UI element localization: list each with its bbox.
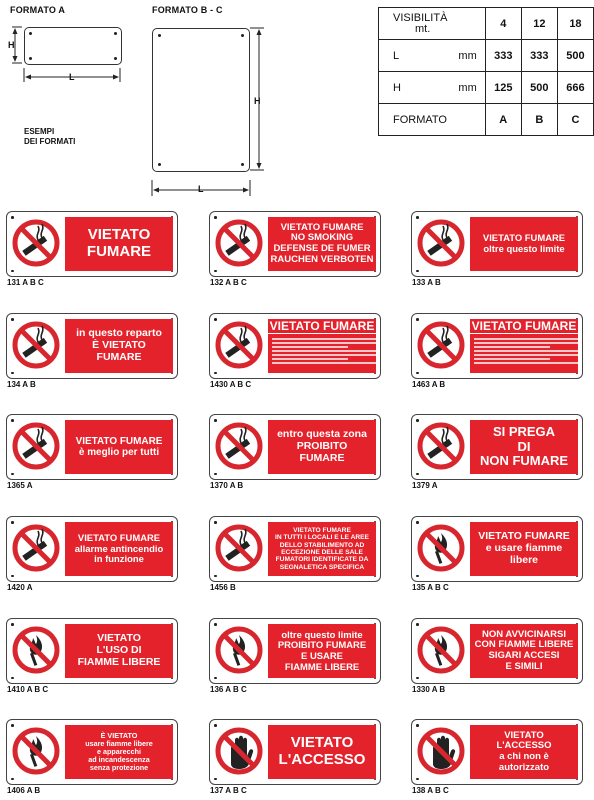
sign-text-line: VIETATO FUMARE (75, 435, 163, 447)
sign-text-line: CON FIAMME LIBERE (474, 639, 574, 651)
sign-code: 1463 A B (412, 380, 446, 389)
safety-sign (6, 414, 178, 480)
sign-text-panel (65, 624, 173, 678)
safety-sign (209, 618, 381, 684)
sign-code: 1365 A (7, 481, 33, 490)
table-cell: A (485, 104, 521, 136)
safety-sign (6, 516, 178, 582)
sign-code: 134 A B (7, 380, 36, 389)
fine-print-line (272, 338, 376, 340)
fine-print-line (474, 362, 578, 364)
sign-text-line: L'ACCESSO (278, 751, 366, 768)
sign-text-line: ECCEZIONE DELLE SALE (281, 549, 363, 556)
sign-text-line: PROIBITO (296, 440, 348, 453)
sign-text-panel (470, 319, 578, 373)
sign-text-line: IN TUTTI I LOCALI E LE AREE (275, 534, 369, 542)
esempi-caption: ESEMPI DEI FORMATI (24, 127, 76, 146)
table-row (379, 104, 594, 136)
sign-code: 1410 A B C (7, 685, 49, 694)
sign-code: 1420 A (7, 583, 33, 592)
sign-code: 1330 A B (412, 685, 446, 694)
row-label: FORMATO (379, 104, 486, 136)
mounting-hole (214, 778, 217, 781)
sign-text-line: SIGARI ACCESI (488, 650, 560, 661)
sign-text-line: DI (517, 438, 531, 454)
safety-sign (6, 313, 178, 379)
sign-text-line: L'USO DI (96, 644, 142, 657)
sign-text-panel (65, 420, 173, 474)
safety-sign (6, 719, 178, 785)
mounting-hole (416, 677, 419, 680)
sign-code: 1456 B (210, 583, 236, 592)
fine-print-line (474, 346, 550, 348)
sign-text-line: senza protezione (89, 763, 149, 773)
no-smoking-icon (416, 320, 466, 370)
sign-text-line: in questo reparto (76, 327, 162, 340)
safety-sign (209, 719, 381, 785)
sign-text-line: SEGNALETICA SPECIFICA (279, 563, 365, 571)
fine-print-line (272, 354, 376, 356)
safety-sign (411, 414, 583, 480)
mounting-hole (416, 575, 419, 578)
table-row (379, 72, 594, 104)
mounting-hole (11, 270, 14, 273)
safety-sign (6, 618, 178, 684)
table-cell: 500 (557, 40, 593, 72)
sign-code: 135 A B C (412, 583, 449, 592)
safety-sign (209, 414, 381, 480)
safety-sign (209, 516, 381, 582)
formato-a-title: FORMATO A (10, 5, 66, 15)
sign-text-line: VIETATO FUMARE (269, 319, 375, 333)
fine-print-line (474, 358, 550, 360)
safety-sign (6, 211, 178, 277)
table-cell: B (521, 104, 557, 136)
formato-a-h-label: H (8, 40, 15, 50)
mounting-hole (11, 473, 14, 476)
fine-print-line (272, 362, 376, 364)
no-smoking-icon (11, 421, 61, 471)
no-smoking-icon (11, 523, 61, 573)
sign-text-line: libere (509, 553, 538, 566)
no-smoking-icon (214, 421, 264, 471)
sign-text-line: NON AVVICINARSI (482, 628, 566, 640)
fine-print-line (272, 342, 376, 344)
sign-text-panel (268, 522, 376, 576)
sign-text-line: entro questa zona (277, 428, 367, 441)
no-open-flame-icon (416, 523, 466, 573)
sign-text-line: È VIETATO (92, 339, 146, 352)
sign-text-line: oltre questo limite (281, 628, 363, 640)
table-cell: 4 (485, 8, 521, 40)
fine-print-line (474, 350, 578, 352)
sign-text-line: a chi non è (499, 751, 549, 762)
fine-print-line (474, 338, 578, 340)
sign-code: 1406 A B (7, 786, 41, 795)
no-smoking-icon (11, 218, 61, 268)
sign-text-line: è meglio per tutti (78, 447, 160, 458)
sign-text-line: VIETATO FUMARE (280, 221, 364, 233)
safety-sign (411, 313, 583, 379)
fine-print-line (272, 358, 348, 360)
fine-print-line (474, 342, 578, 344)
sign-text-panel (268, 420, 376, 474)
sign-text-panel (65, 725, 173, 779)
mounting-hole (214, 677, 217, 680)
no-access-hand-icon (214, 726, 264, 776)
safety-sign (411, 211, 583, 277)
sign-code: 131 A B C (7, 278, 44, 287)
sign-text-line: VIETATO FUMARE (293, 526, 351, 534)
fine-print-line (272, 346, 348, 348)
sign-code: 138 A B C (412, 786, 449, 795)
sign-code: 137 A B C (210, 786, 247, 795)
table-cell: 18 (557, 8, 593, 40)
sign-code: 133 A B (412, 278, 441, 287)
table-row (379, 40, 594, 72)
sign-text-panel (65, 217, 173, 271)
sign-text-panel (470, 217, 578, 271)
sign-text-line: oltre questo limite (483, 243, 565, 254)
no-open-flame-icon (416, 625, 466, 675)
sign-text-panel (65, 522, 173, 576)
sign-text-line: VIETATO (97, 632, 141, 645)
no-smoking-icon (11, 320, 61, 370)
table-cell: 500 (521, 72, 557, 104)
formato-bc-l-label: L (198, 184, 204, 194)
sign-text-panel (268, 624, 376, 678)
sign-text-line: E USARE (301, 650, 343, 661)
sign-text-panel (470, 522, 578, 576)
sign-text-line: VIETATO FUMARE (77, 532, 161, 544)
sign-text-line: DEFENSE DE FUMER (273, 243, 371, 254)
fine-print-line (272, 350, 376, 352)
sign-text-line: L'ACCESSO (496, 740, 552, 752)
sign-text-line: in funzione (94, 553, 144, 565)
row-label: L mm (379, 40, 486, 72)
sign-text-line: VIETATO (290, 734, 354, 752)
no-open-flame-icon (11, 625, 61, 675)
mounting-hole (416, 372, 419, 375)
sign-text-line: VIETATO (504, 729, 544, 741)
sign-text-line: FIAMME LIBERE (77, 655, 161, 668)
table-cell: 125 (485, 72, 521, 104)
mounting-hole (214, 473, 217, 476)
sign-text-panel (268, 217, 376, 271)
sign-text-panel (65, 319, 173, 373)
no-smoking-icon (416, 218, 466, 268)
no-smoking-icon (214, 523, 264, 573)
sign-text-line: VIETATO (87, 226, 151, 244)
mounting-hole (214, 372, 217, 375)
no-open-flame-icon (11, 726, 61, 776)
sign-text-line: PROIBITO FUMARE (277, 639, 367, 651)
mounting-hole (416, 778, 419, 781)
sign-text-line: RAUCHEN VERBOTEN (270, 253, 374, 265)
formato-a-l-label: L (69, 72, 75, 82)
table-cell: C (557, 104, 593, 136)
sign-text-panel (268, 725, 376, 779)
mounting-hole (11, 677, 14, 680)
safety-sign (209, 313, 381, 379)
sign-text-line: FUMARE (96, 350, 142, 363)
table-header-row (379, 8, 594, 40)
sign-text-line: FIAMME LIBERE (284, 660, 360, 672)
no-smoking-icon (214, 218, 264, 268)
sign-text-line: allarme antincendio (74, 542, 164, 554)
mounting-hole (11, 778, 14, 781)
sign-code: 132 A B C (210, 278, 247, 287)
fine-print-line (474, 354, 578, 356)
mounting-hole (416, 270, 419, 273)
table-cell: 333 (485, 40, 521, 72)
sign-text-line: FUMARE (299, 451, 345, 464)
sign-text-line: VIETATO FUMARE (478, 530, 570, 543)
fine-print-block (470, 336, 578, 366)
formato-bc-plate (152, 28, 250, 172)
no-smoking-icon (416, 421, 466, 471)
sign-text-line: VIETATO FUMARE (482, 232, 566, 244)
no-smoking-icon (214, 320, 264, 370)
sign-text-line: usare fiamme libere (85, 738, 153, 748)
sign-code: 1430 A B C (210, 380, 252, 389)
table-cell: 666 (557, 72, 593, 104)
sign-text-panel (470, 420, 578, 474)
mounting-hole (11, 575, 14, 578)
mounting-hole (11, 372, 14, 375)
row-label: H mm (379, 72, 486, 104)
sign-code: 136 A B C (210, 685, 247, 694)
safety-sign (411, 618, 583, 684)
safety-sign (411, 516, 583, 582)
sign-text-line: NO SMOKING (290, 232, 354, 244)
sign-code: 1379 A (412, 481, 438, 490)
sign-text-line: FUMARE (86, 243, 152, 260)
no-open-flame-icon (214, 625, 264, 675)
safety-sign (209, 211, 381, 277)
no-access-hand-icon (416, 726, 466, 776)
sign-code: 1370 A B (210, 481, 244, 490)
formato-bc-h-label: H (254, 96, 261, 106)
mounting-hole (416, 473, 419, 476)
sign-text-line: FUMATORI IDENTIFICATE DA (275, 556, 369, 564)
sign-text-panel (470, 624, 578, 678)
sign-text-line: DELLO STABILIMENTO AD (279, 541, 365, 549)
sign-text-line: autorizzato (498, 761, 550, 773)
sign-text-line: E SIMILI (505, 660, 543, 672)
mounting-hole (214, 575, 217, 578)
sign-text-line: e usare fiamme (485, 542, 563, 555)
table-cell: 12 (521, 8, 557, 40)
safety-sign (411, 719, 583, 785)
visibility-header: VISIBILITÀ mt. (379, 8, 486, 40)
sign-text-line: e apparecchi (97, 746, 141, 756)
sign-text-line: ad incandescenza (88, 755, 150, 765)
sign-text-line: VIETATO FUMARE (471, 319, 577, 333)
table-cell: 333 (521, 40, 557, 72)
fine-print-block (268, 336, 376, 366)
formato-bc-title: FORMATO B - C (152, 5, 223, 15)
sign-text-line: È VIETATO (100, 730, 138, 740)
sign-text-panel (470, 725, 578, 779)
sign-text-panel (268, 319, 376, 373)
sign-text-line: SI PREGA (492, 424, 556, 440)
sign-text-line: NON FUMARE (479, 453, 569, 469)
mounting-hole (214, 270, 217, 273)
visibility-spec-table (378, 7, 594, 136)
